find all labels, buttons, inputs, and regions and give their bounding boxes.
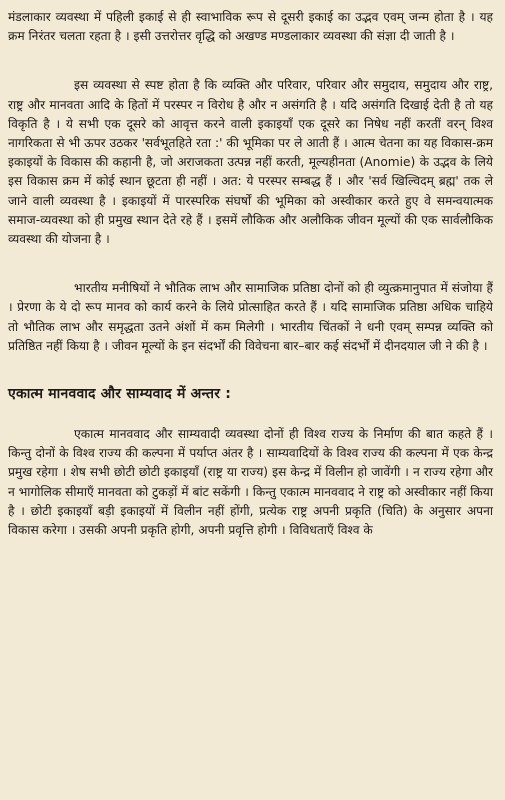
paragraph-ekatma-samyavad: एकात्म मानववाद और साम्यवादी व्यवस्था दोनों ही विश्व राज्य के निर्माण की बात कहते हैं । किन्तु दोनों के विश्व राज्य की कल्पना में पर्याप्त अंतर है । साम्यवादियों के विश्व राज्य की कल्पना में एक केन्द्र प्रमुख रहेगा । शेष सभी छोटी छोटी इकाइयाँ (राष्ट्र या राज्य) इस केन्द्र में विलीन हो जावेंगी । न राज्य रहेगा और न भागोलिक सीमाएँ मानवता को टुकड़ों में बांट सकेंगी । किन्तु एकात्म मानववाद ने राष्ट्र को अस्वीकार नहीं किया है । छोटी इकाइयाँ बड़ी इकाइयों में विलीन नहीं होंगी, प्रत्येक राष्ट्र अपनी प्रकृति (चिति) के अनुसार अपना विकास करेगा । उसकी अपनी प्रकृति होगी, अपनी प्रवृत्ति होगी । विविधताएँ विश्व के (8, 427, 493, 538)
section-heading: एकात्म मानववाद और साम्यवाद में अन्तर : (8, 386, 232, 403)
paragraph-vyavastha: इस व्यवस्था से स्पष्ट होता है कि व्यक्ति और परिवार, परिवार और समुदाय, समुदाय और राष्ट्र, राष्ट्र और मानवता आदि के हितों में परस्पर न विरोध है और न असंगति है । यदि असंगति दिखाई देती है तो यह विकृति है । ये सभी एक दूसरे को आवृत्त करने वाली इकाइयाँ एक दूसरे का निषेध नहीं करतीं वरन् विश्व नागरिकता से भी ऊपर उठकर 'सर्वभूतहिते रता :' की भूमिका पर ले आती हैं । आत्म चेतना का यह विकास-क्रम इकाइयों के विकास की कहानी है, जो अराजकता उत्पन्न नहीं करती, मूल्यहीनता (Anomie) के उद्भव के लिये इस विकास क्रम में कोई स्थान छूटता ही नहीं । अत: ये परस्पर सम्बद्ध हैं । और 'सर्व खिल्विदम् ब्रह्म' तक ले जाने वाली व्यवस्था है । इकाइयों में पारस्परिक संघर्षों की भूमिका को अस्वीकार करते हुए वे समन्वयात्मक समाज-व्यवस्था को ही प्रमुख स्थान देते रहे हैं । इसमें लौकिक और अलौकिक जीवन मूल्यों की एक सार्वलौकिक व्यवस्था की योजना है । (8, 78, 493, 247)
paragraph-mandalakar: मंडलाकार व्यवस्था में पहिली इकाई से ही स्वाभाविक रूप से दूसरी इकाई का उद्भव एवम् जन्म होता है । यह क्रम निरंतर चलता रहता है । इसी उत्तरोत्तर वृद्धि को अखण्ड मण्डलाकार व्यवस्था की संज्ञा दी जाती है । (8, 10, 493, 44)
paragraph-bharatiya-manishi: भारतीय मनीषियों ने भौतिक लाभ और सामाजिक प्रतिष्ठा दोनों को ही व्युत्क्रमानुपात में संजोया हैं । प्रेरणा के ये दो रूप मानव को कार्य करने के लिये प्रोत्साहित करते हैं । यदि सामाजिक प्रतिष्ठा अधिक चाहिये तो भौतिक लाभ और समृद्धता उतने अंशों में कम मिलेगी । भारतीय चिंतकों ने धनी एवम् सम्पन्न व्यक्ति को प्रतिष्ठित नहीं किया है । जीवन मूल्यों के इन संदर्भों की विवेचना बार–बार कई संदर्भों में दीनदयाल जी ने की है । (8, 281, 493, 353)
